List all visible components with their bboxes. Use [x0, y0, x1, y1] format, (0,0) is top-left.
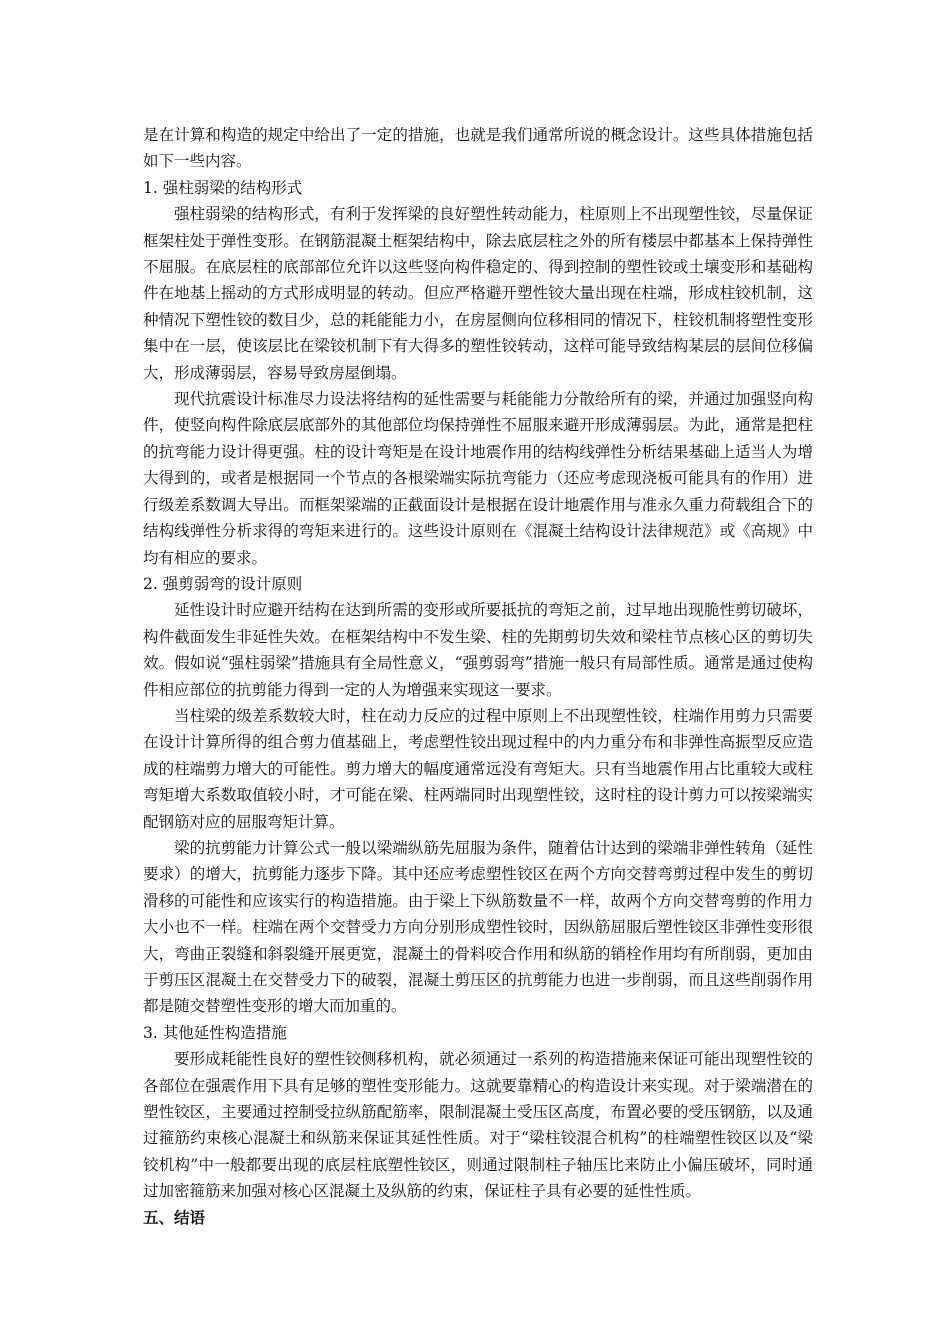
chapter-heading-conclusion: 五、结语 [143, 1208, 206, 1227]
body-paragraph: 延性设计时应避开结构在达到所需的变形或所要抵抗的弯矩之前，过早地出现脆性剪切破坏，构件截面发生非延性失效。在框架结构中不发生梁、柱的先期剪切失效和梁柱节点核心区的剪切失效。假如说“强柱弱梁”措施具有全局性意义，“强剪弱弯”措施一般只有局部性质。通常是通过使构件相应部位的抗剪能力得到一定的人为增强来实现这一要求。 [143, 601, 813, 699]
section-heading-strong-column: 1. 强柱弱梁的结构形式 [143, 178, 303, 197]
body-paragraph: 要形成耗能性良好的塑性铰侧移机构，就必须通过一系列的构造措施来保证可能出现塑性铰的各部位在强震作用下具有足够的塑性变形能力。这就要靠精心的构造设计来实现。对于梁端潜在的塑性铰区，主要通过控制受拉纵筋配筋率，限制混凝土受压区高度，布置必要的受压钢筋，以及通过箍筋约束核心混凝土和纵筋来保证其延性性质。对于“梁柱铰混合机构”的柱端塑性铰区以及“梁铰机构”中一般都要出现的底层柱底塑性铰区，则通过限制柱子轴压比来防止小偏压破坏，同时通过加密箍筋来加强对核心区混凝土及纵筋的约束，保证柱子具有必要的延性性质。 [143, 1050, 813, 1201]
body-paragraph: 现代抗震设计标准尽力设法将结构的延性需要与耗能能力分散给所有的梁，并通过加强竖向构件，使竖向构件除底层底部外的其他部位均保持弹性不屈服来避开形成薄弱层。为此，通常是把柱的抗弯能力设计得更强。柱的设计弯矩是在设计地震作用的结构线弹性分析结果基础上适当人为增大得到的，或者是根据同一个节点的各根梁端实际抗弯能力（还应考虑现浇板可能具有的作用）进行级差系数调大导出。而框架梁端的正截面设计是根据在设计地震作用与准永久重力荷载组合下的结构线弹性分析求得的弯矩来进行的。这些设计原则在《混凝土结构设计法律规范》或《高规》中均有相应的要求。 [143, 390, 813, 567]
intro-paragraph: 是在计算和构造的规定中给出了一定的措施，也就是我们通常所说的概念设计。这些具体措施包括如下一些内容。 [143, 126, 813, 171]
document-page [143, 122, 813, 1231]
section-heading-other-measures: 3. 其他延性构造措施 [143, 1023, 287, 1042]
section-heading-strong-shear: 2. 强剪弱弯的设计原则 [143, 574, 303, 593]
body-paragraph: 当柱梁的级差系数较大时，柱在动力反应的过程中原则上不出现塑性铰，柱端作用剪力只需要在设计计算所得的组合剪力值基础上，考虑塑性铰出现过程中的内力重分布和非弹性高振型反应造成的柱端剪力增大的可能性。剪力增大的幅度通常远没有弯矩大。只有当地震作用占比重较大或柱弯矩增大系数取值较小时，才可能在梁、柱两端同时出现塑性铰，这时柱的设计剪力可以按梁端实配钢筋对应的屈服弯矩计算。 [143, 706, 813, 831]
body-paragraph: 强柱弱梁的结构形式，有利于发挥梁的良好塑性转动能力，柱原则上不出现塑性铰，尽量保证框架柱处于弹性变形。在钢筋混凝土框架结构中，除去底层柱之外的所有楼层中都基本上保持弹性不屈服。在底层柱的底部部位允许以这些竖向构件稳定的、得到控制的塑性铰或土壤变形和基础构件在地基上摇动的方式形成明显的转动。但应严格避开塑性铰大量出现在柱端，形成柱铰机制，这种情况下塑性铰的数目少，总的耗能能力小，在房屋侧向位移相同的情况下，柱铰机制将塑性变形集中在一层，使该层比在梁铰机制下有大得多的塑性铰转动，这样可能导致结构某层的层间位移偏大，形成薄弱层，容易导致房屋倒塌。 [143, 205, 813, 382]
body-paragraph: 梁的抗剪能力计算公式一般以梁端纵筋先屈服为条件，随着估计达到的梁端非弹性转角（延性要求）的增大，抗剪能力逐步下降。其中还应考虑塑性铰区在两个方向交替弯剪过程中发生的剪切滑移的可能性和应该实行的构造措施。由于梁上下纵筋数量不一样，故两个方向交替弯剪的作用力大小也不一样。柱端在两个交替受力方向分别形成塑性铰时，因纵筋屈服后塑性铰区非弹性变形很大，弯曲正裂缝和斜裂缝开展更宽，混凝土的骨料咬合作用和纵筋的销栓作用均有所削弱，更加由于剪压区混凝土在交替受力下的破裂，混凝土剪压区的抗剪能力也进一步削弱，而且这些削弱作用都是随交替塑性变形的增大而加重的。 [143, 838, 813, 1016]
